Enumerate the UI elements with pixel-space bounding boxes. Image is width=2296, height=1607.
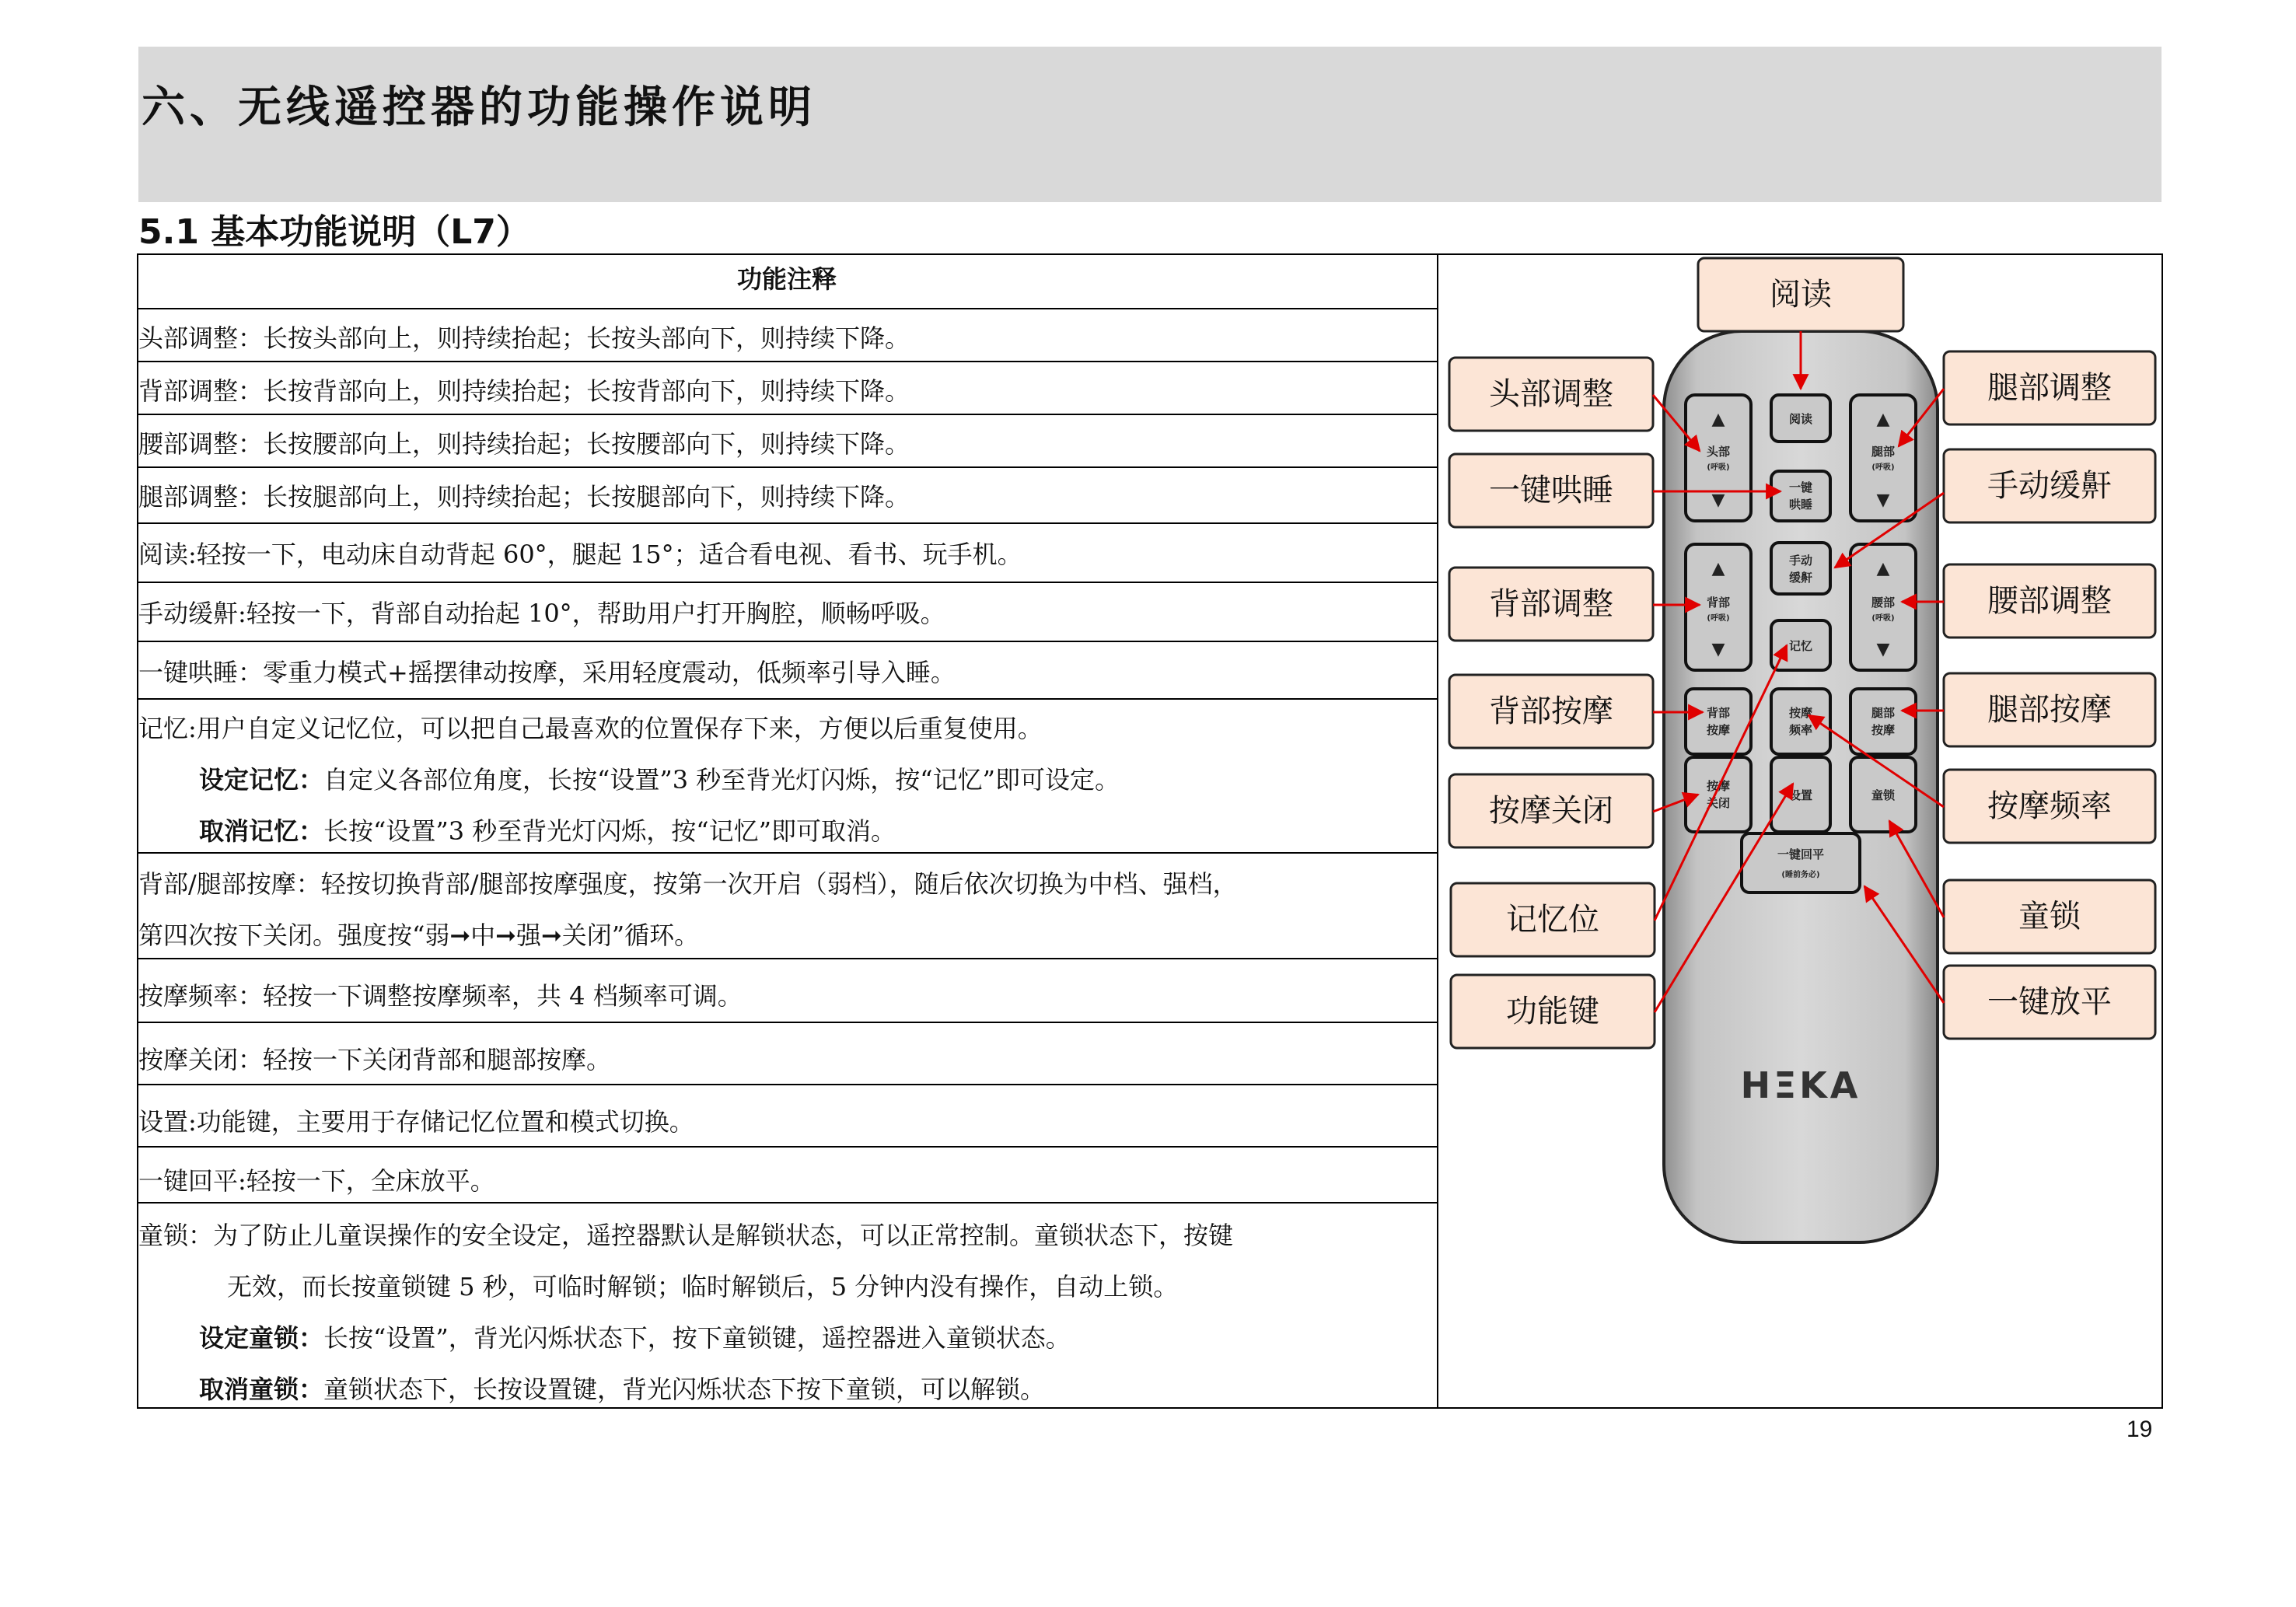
freq-label-a: 按摩 [1788, 706, 1813, 720]
svg-text:阅读: 阅读 [1770, 277, 1832, 313]
line-massage-2: 第四次按下关闭。强度按“弱➞中➞强➞关闭”循环。 [138, 921, 700, 950]
set-button-label: 设置 [1788, 788, 1813, 802]
back-button-note: (呼吸) [1707, 614, 1730, 623]
back-down-icon: ▼ [1711, 640, 1725, 659]
svg-text:背部调整: 背部调整 [1489, 586, 1613, 622]
line-set-memory [199, 760, 1120, 796]
callout-back [1449, 568, 1653, 641]
back-massage-button[interactable] [1686, 689, 1751, 754]
callout-head [1449, 358, 1653, 431]
back-massage-label-a: 背部 [1706, 706, 1731, 720]
line-back: 背部调整：长按背部向上，则持续抬起；长按背部向下，则持续下降。 [138, 376, 910, 406]
leg-massage-label-a: 腿部 [1871, 706, 1896, 720]
cancel-memory-label: 取消记忆： [199, 816, 324, 846]
read-button[interactable] [1771, 395, 1830, 442]
sleep-button[interactable] [1771, 471, 1830, 521]
sleep-button-label-b: 哄睡 [1788, 498, 1813, 512]
svg-text:腰部调整: 腰部调整 [1987, 583, 2112, 619]
child-lock-button[interactable] [1850, 757, 1916, 832]
line-massage-1: 背部/腿部按摩：轻按切换背部/腿部按摩强度，按第一次开启（弱档），随后依次切换为中档、强档， [138, 869, 1238, 899]
svg-text:按摩关闭: 按摩关闭 [1489, 793, 1613, 829]
svg-text:功能键: 功能键 [1506, 994, 1599, 1029]
line-off: 按摩关闭：轻按一下关闭背部和腿部按摩。 [138, 1045, 612, 1074]
back-button-label: 背部 [1706, 596, 1731, 610]
back-massage-label-b: 按摩 [1706, 723, 1731, 737]
head-button[interactable] [1686, 395, 1751, 521]
leg-massage-label-b: 按摩 [1871, 723, 1896, 737]
line-read: 阅读:轻按一下，电动床自动背起 60°，腿起 15°；适合看电视、看书、玩手机。 [138, 540, 1022, 569]
line-snore: 手动缓鼾:轻按一下，背部自动抬起 10°，帮助用户打开胸腔，顺畅呼吸。 [138, 599, 945, 628]
head-button-label: 头部 [1706, 445, 1731, 459]
waist-button[interactable] [1850, 544, 1916, 670]
sleep-button-label-a: 一键 [1788, 480, 1813, 494]
head-up-icon: ▲ [1711, 410, 1725, 429]
line-freq: 按摩频率：轻按一下调整按摩频率，共 4 档频率可调。 [138, 981, 743, 1011]
svg-text:腿部按摩: 腿部按摩 [1987, 692, 2112, 728]
leg-massage-button[interactable] [1850, 689, 1916, 754]
callout-snore [1944, 449, 2155, 522]
leg-down-icon: ▼ [1876, 491, 1890, 510]
line-memory: 记忆:用户自定义记忆位，可以把自己最喜欢的位置保存下来，方便以后重复使用。 [138, 714, 1043, 743]
line-set: 设置:功能键，主要用于存储记忆位置和模式切换。 [138, 1107, 694, 1137]
waist-up-icon: ▲ [1876, 559, 1890, 578]
cancel-lock-label: 取消童锁： [199, 1375, 324, 1404]
memory-button-label: 记忆 [1788, 639, 1813, 653]
svg-text:童锁: 童锁 [2018, 899, 2081, 935]
svg-text:头部调整: 头部调整 [1489, 376, 1613, 412]
svg-text:背部按摩: 背部按摩 [1489, 693, 1613, 729]
table-header: 功能注释 [736, 264, 837, 294]
snore-button-label-a: 手动 [1788, 554, 1813, 568]
set-lock-text: 长按“设置”，背光闪烁状态下，按下童锁键，遥控器进入童锁状态。 [323, 1323, 1071, 1353]
snore-button[interactable] [1771, 543, 1830, 594]
massage-freq-button[interactable] [1771, 689, 1830, 754]
set-memory-text: 自定义各部位角度，长按“设置”3 秒至背光灯闪烁，按“记忆”即可设定。 [323, 765, 1120, 795]
leg-button[interactable] [1850, 395, 1916, 521]
memory-button[interactable] [1771, 620, 1830, 670]
head-button-note: (呼吸) [1707, 463, 1730, 472]
remote-diagram [1438, 255, 2161, 1406]
back-button[interactable] [1686, 544, 1751, 670]
leg-up-icon: ▲ [1876, 410, 1890, 429]
set-lock-label: 设定童锁： [199, 1323, 324, 1353]
callout-waist [1944, 564, 2155, 638]
read-button-label: 阅读 [1788, 412, 1813, 426]
line-cancel-memory [199, 812, 896, 847]
line-leg: 腿部调整：长按腿部向上，则持续抬起；长按腿部向下，则持续下降。 [138, 482, 910, 512]
brand-logo: HΞKA [1740, 1064, 1861, 1106]
line-lock-1: 童锁：为了防止儿童误操作的安全设定，遥控器默认是解锁状态，可以正常控制。童锁状态下，按键 [138, 1221, 1234, 1250]
flat-button-label: 一键回平 [1777, 847, 1825, 861]
freq-label-b: 频率 [1788, 723, 1813, 737]
line-head: 头部调整：长按头部向上，则持续抬起；长按头部向下，则持续下降。 [138, 323, 910, 353]
svg-text:一键放平: 一键放平 [1987, 984, 2112, 1020]
leg-button-note: (呼吸) [1871, 463, 1895, 472]
callout-child-lock [1944, 880, 2155, 953]
callout-massage-off [1449, 774, 1653, 847]
svg-text:腿部调整: 腿部调整 [1987, 370, 2112, 406]
callout-back-massage [1449, 675, 1653, 748]
section-subtitle: 5.1 基本功能说明（L7） [138, 212, 530, 252]
callout-memory [1451, 883, 1655, 956]
callout-sleep [1449, 454, 1653, 527]
svg-text:手动缓鼾: 手动缓鼾 [1987, 468, 2112, 504]
svg-text:记忆位: 记忆位 [1506, 902, 1599, 938]
callout-function [1451, 975, 1655, 1048]
callout-massage-freq [1944, 770, 2155, 843]
head-down-icon: ▼ [1711, 491, 1725, 510]
set-memory-label: 设定记忆： [199, 765, 324, 795]
snore-button-label-b: 缓鼾 [1788, 571, 1813, 585]
svg-text:按摩频率: 按摩频率 [1987, 788, 2112, 824]
lock-button-label: 童锁 [1871, 788, 1896, 802]
line-set-lock [199, 1319, 1071, 1354]
page-number: 19 [2127, 1417, 2153, 1442]
callout-leg-massage [1944, 673, 2155, 746]
leg-button-label: 腿部 [1871, 445, 1896, 459]
callout-read [1698, 258, 1903, 331]
waist-button-note: (呼吸) [1871, 614, 1895, 623]
title-banner [138, 47, 2161, 202]
line-cancel-lock [199, 1370, 1045, 1406]
flat-button[interactable] [1742, 833, 1860, 893]
page-title: 六、无线遥控器的功能操作说明 [142, 82, 816, 133]
back-up-icon: ▲ [1711, 559, 1725, 578]
off-label-a: 按摩 [1706, 779, 1731, 793]
line-sleep: 一键哄睡：零重力模式+摇摆律动按摩，采用轻度震动，低频率引导入睡。 [138, 658, 956, 687]
line-waist: 腰部调整：长按腰部向上，则持续抬起；长按腰部向下，则持续下降。 [138, 429, 910, 459]
cancel-lock-text: 童锁状态下，长按设置键，背光闪烁状态下按下童锁，可以解锁。 [323, 1375, 1046, 1404]
cancel-memory-text: 长按“设置”3 秒至背光灯闪烁，按“记忆”即可取消。 [323, 816, 896, 846]
line-lock-2: 无效，而长按童锁键 5 秒，可临时解锁；临时解锁后，5 分钟内没有操作，自动上锁。 [227, 1272, 1179, 1301]
off-label-b: 关闭 [1706, 796, 1731, 810]
svg-text:一键哄睡: 一键哄睡 [1489, 473, 1613, 508]
set-button[interactable] [1771, 757, 1830, 832]
line-flat: 一键回平:轻按一下，全床放平。 [138, 1166, 495, 1196]
callout-leg [1944, 351, 2155, 424]
waist-down-icon: ▼ [1876, 640, 1890, 659]
waist-button-label: 腰部 [1871, 596, 1896, 610]
callout-flat [1944, 966, 2155, 1039]
flat-button-note: (睡前务必) [1781, 871, 1820, 879]
